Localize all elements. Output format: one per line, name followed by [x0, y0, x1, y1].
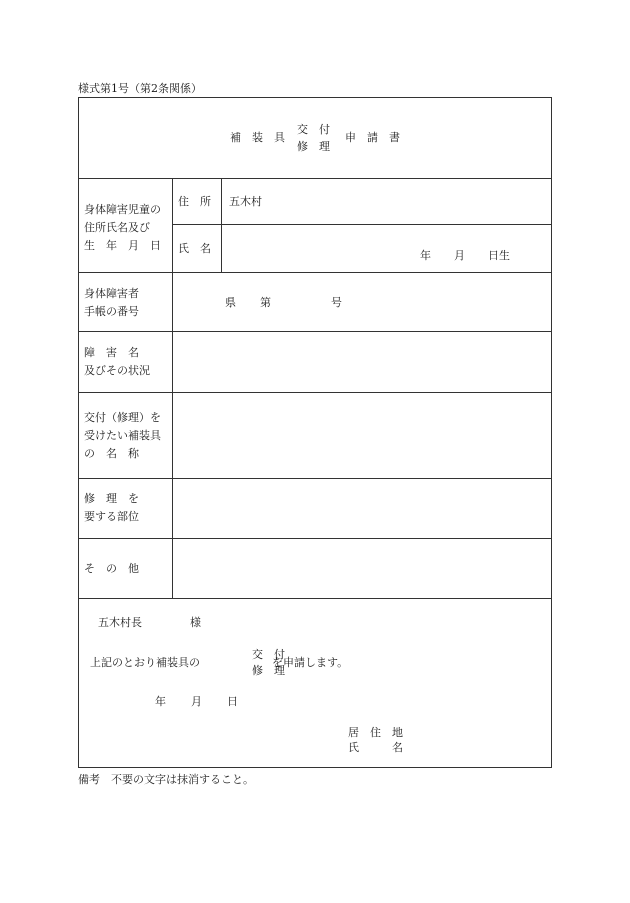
request-prefix: 上記のとおり補装具の	[90, 656, 200, 669]
notebook-label: 身体障害者 手帳の番号	[84, 287, 139, 318]
repair-part-label: 修 理 を 要する部位	[84, 492, 139, 523]
notebook-prefecture: 県	[225, 296, 236, 309]
applicant-name-label: 氏 名	[348, 741, 403, 754]
child-info-label: 身体障害児童の 住所氏名及び 生 年 月 日	[84, 203, 161, 252]
birth-year: 年	[420, 249, 431, 262]
notebook-dai: 第	[260, 296, 271, 309]
title-suffix: 申 請 書	[345, 131, 400, 144]
address-value[interactable]: 五木村	[229, 195, 262, 208]
request-option-repair: 修 理	[252, 664, 285, 677]
birth-day: 日生	[488, 249, 510, 262]
request-suffix: を申請します。	[272, 656, 349, 669]
note: 備考 不要の文字は抹消すること。	[78, 773, 254, 786]
addressee: 五木村長	[98, 616, 142, 629]
device-name-label: 交付（修理）を 受けたい補装具 の 名 称	[84, 411, 161, 460]
notebook-go: 号	[331, 296, 342, 309]
address-label: 住 所	[178, 195, 211, 208]
date-month: 月	[191, 695, 202, 708]
title-option-issue: 交 付	[297, 123, 330, 136]
title-prefix: 補 装 具	[230, 131, 285, 144]
date-day: 日	[227, 695, 238, 708]
birth-month: 月	[454, 249, 465, 262]
date-year: 年	[155, 695, 166, 708]
addressee-sama: 様	[190, 616, 201, 629]
name-label: 氏 名	[178, 242, 211, 255]
form-number: 様式第1号（第2条関係）	[78, 82, 202, 95]
disability-label: 障 害 名 及びその状況	[84, 346, 150, 377]
residence-label: 居 住 地	[348, 726, 403, 739]
title-option-repair: 修 理	[297, 140, 330, 153]
other-label: そ の 他	[84, 562, 139, 575]
request-option-issue: 交 付	[252, 648, 285, 661]
